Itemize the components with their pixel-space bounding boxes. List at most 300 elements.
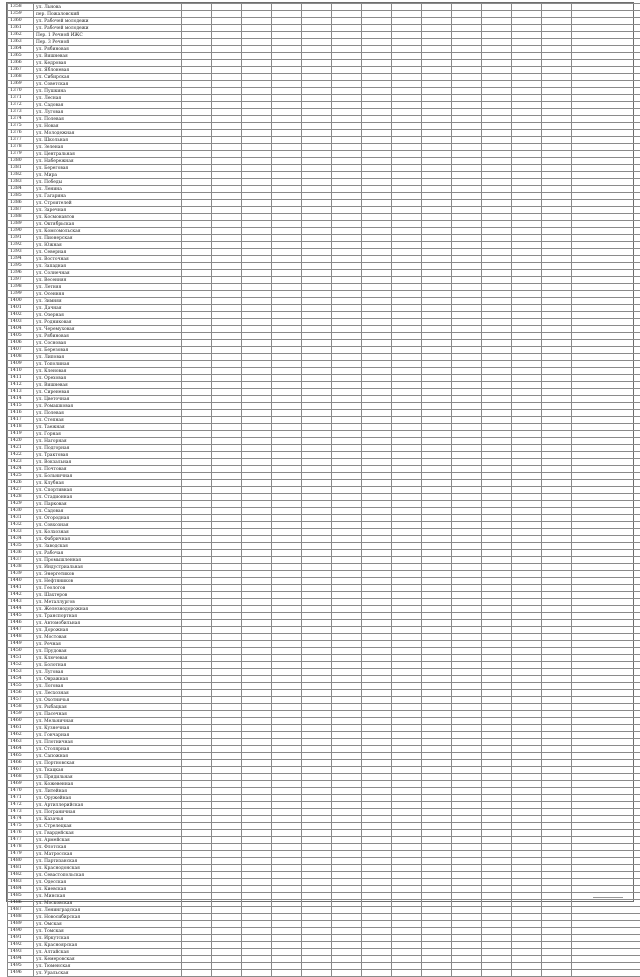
- value-cell: [392, 501, 422, 508]
- value-cell: [332, 382, 362, 389]
- value-cell: [332, 424, 362, 431]
- value-cell: [212, 88, 242, 95]
- value-cell: [422, 319, 452, 326]
- row-index: 1455: [8, 683, 34, 690]
- value-cell: [362, 585, 392, 592]
- value-cell: [182, 634, 212, 641]
- value-cell: [362, 627, 392, 634]
- value-cell: [542, 221, 572, 228]
- value-cell: [182, 242, 212, 249]
- value-cell: [512, 151, 542, 158]
- value-cell: [542, 291, 572, 298]
- value-cell: [452, 347, 482, 354]
- value-cell: [332, 270, 362, 277]
- value-cell: [572, 760, 640, 767]
- value-cell: [272, 823, 302, 830]
- value-cell: [422, 291, 452, 298]
- value-cell: [512, 690, 542, 697]
- row-index: 1461: [8, 725, 34, 732]
- value-cell: [422, 11, 452, 18]
- value-cell: [332, 123, 362, 130]
- value-cell: [422, 795, 452, 802]
- value-cell: [332, 690, 362, 697]
- value-cell: [182, 270, 212, 277]
- value-cell: [392, 11, 422, 18]
- value-cell: [302, 109, 332, 116]
- value-cell: [272, 158, 302, 165]
- value-cell: [362, 851, 392, 858]
- value-cell: [452, 564, 482, 571]
- value-cell: [542, 655, 572, 662]
- value-cell: [452, 81, 482, 88]
- value-cell: [362, 249, 392, 256]
- value-cell: [542, 564, 572, 571]
- value-cell: [332, 739, 362, 746]
- value-cell: [512, 249, 542, 256]
- value-cell: [182, 158, 212, 165]
- row-index: 1495: [8, 963, 34, 970]
- value-cell: [302, 389, 332, 396]
- value-cell: [272, 81, 302, 88]
- value-cell: [572, 599, 640, 606]
- value-cell: [392, 46, 422, 53]
- value-cell: [542, 536, 572, 543]
- value-cell: [572, 410, 640, 417]
- value-cell: [572, 249, 640, 256]
- value-cell: [572, 739, 640, 746]
- value-cell: [542, 466, 572, 473]
- value-cell: [212, 11, 242, 18]
- value-cell: [512, 571, 542, 578]
- table-row: [8, 557, 640, 564]
- table-row: [8, 172, 640, 179]
- value-cell: [422, 501, 452, 508]
- value-cell: [362, 858, 392, 865]
- value-cell: [272, 270, 302, 277]
- value-cell: [332, 431, 362, 438]
- value-cell: [242, 767, 272, 774]
- value-cell: [512, 578, 542, 585]
- table-row: [8, 130, 640, 137]
- value-cell: [182, 263, 212, 270]
- value-cell: [182, 956, 212, 963]
- value-cell: [362, 242, 392, 249]
- value-cell: [212, 529, 242, 536]
- street-name: ул. Цветочная: [34, 396, 182, 403]
- value-cell: [452, 151, 482, 158]
- value-cell: [392, 473, 422, 480]
- street-name: ул. Промышленная: [34, 557, 182, 564]
- value-cell: [482, 571, 512, 578]
- table-row: [8, 228, 640, 235]
- value-cell: [242, 697, 272, 704]
- value-cell: [542, 711, 572, 718]
- value-cell: [182, 529, 212, 536]
- value-cell: [272, 424, 302, 431]
- row-index: 1438: [8, 564, 34, 571]
- table-row: [8, 564, 640, 571]
- table-row: [8, 802, 640, 809]
- value-cell: [302, 949, 332, 956]
- value-cell: [572, 116, 640, 123]
- value-cell: [242, 774, 272, 781]
- value-cell: [272, 641, 302, 648]
- value-cell: [452, 928, 482, 935]
- value-cell: [422, 788, 452, 795]
- row-index: 1394: [8, 256, 34, 263]
- value-cell: [362, 438, 392, 445]
- value-cell: [482, 781, 512, 788]
- value-cell: [542, 256, 572, 263]
- value-cell: [452, 879, 482, 886]
- value-cell: [452, 522, 482, 529]
- value-cell: [302, 662, 332, 669]
- row-index: 1471: [8, 795, 34, 802]
- value-cell: [422, 627, 452, 634]
- value-cell: [452, 655, 482, 662]
- value-cell: [212, 193, 242, 200]
- value-cell: [272, 291, 302, 298]
- table-row: [8, 592, 640, 599]
- table-row: [8, 830, 640, 837]
- value-cell: [362, 914, 392, 921]
- value-cell: [362, 11, 392, 18]
- value-cell: [302, 557, 332, 564]
- value-cell: [302, 823, 332, 830]
- row-index: 1368: [8, 74, 34, 81]
- value-cell: [272, 11, 302, 18]
- value-cell: [572, 704, 640, 711]
- value-cell: [302, 970, 332, 977]
- value-cell: [542, 32, 572, 39]
- value-cell: [572, 550, 640, 557]
- value-cell: [512, 501, 542, 508]
- value-cell: [482, 130, 512, 137]
- value-cell: [302, 242, 332, 249]
- value-cell: [512, 18, 542, 25]
- value-cell: [482, 74, 512, 81]
- value-cell: [332, 375, 362, 382]
- value-cell: [212, 543, 242, 550]
- table-row: [8, 242, 640, 249]
- value-cell: [212, 137, 242, 144]
- street-name: ул. Сосновая: [34, 340, 182, 347]
- value-cell: [452, 858, 482, 865]
- value-cell: [362, 879, 392, 886]
- value-cell: [512, 354, 542, 361]
- value-cell: [302, 844, 332, 851]
- value-cell: [452, 662, 482, 669]
- value-cell: [512, 312, 542, 319]
- value-cell: [302, 326, 332, 333]
- value-cell: [302, 536, 332, 543]
- value-cell: [182, 872, 212, 879]
- value-cell: [422, 914, 452, 921]
- value-cell: [572, 445, 640, 452]
- value-cell: [452, 494, 482, 501]
- value-cell: [302, 158, 332, 165]
- value-cell: [482, 816, 512, 823]
- value-cell: [392, 767, 422, 774]
- table-row: [8, 403, 640, 410]
- value-cell: [272, 550, 302, 557]
- value-cell: [182, 11, 212, 18]
- value-cell: [572, 389, 640, 396]
- value-cell: [212, 270, 242, 277]
- value-cell: [272, 781, 302, 788]
- value-cell: [572, 508, 640, 515]
- street-name: ул. Родниковая: [34, 319, 182, 326]
- value-cell: [272, 858, 302, 865]
- value-cell: [422, 95, 452, 102]
- value-cell: [182, 781, 212, 788]
- value-cell: [512, 340, 542, 347]
- value-cell: [332, 865, 362, 872]
- row-index: 1383: [8, 179, 34, 186]
- value-cell: [392, 683, 422, 690]
- value-cell: [392, 459, 422, 466]
- value-cell: [512, 88, 542, 95]
- row-index: 1477: [8, 837, 34, 844]
- value-cell: [212, 851, 242, 858]
- value-cell: [572, 326, 640, 333]
- value-cell: [422, 697, 452, 704]
- value-cell: [482, 361, 512, 368]
- value-cell: [242, 375, 272, 382]
- value-cell: [332, 60, 362, 67]
- value-cell: [482, 529, 512, 536]
- value-cell: [302, 956, 332, 963]
- value-cell: [362, 865, 392, 872]
- value-cell: [452, 431, 482, 438]
- value-cell: [362, 473, 392, 480]
- value-cell: [572, 46, 640, 53]
- value-cell: [212, 410, 242, 417]
- value-cell: [182, 319, 212, 326]
- value-cell: [212, 949, 242, 956]
- value-cell: [302, 585, 332, 592]
- value-cell: [242, 256, 272, 263]
- value-cell: [302, 893, 332, 900]
- value-cell: [362, 88, 392, 95]
- value-cell: [512, 438, 542, 445]
- value-cell: [392, 25, 422, 32]
- value-cell: [242, 284, 272, 291]
- table-row: [8, 291, 640, 298]
- table-row: [8, 81, 640, 88]
- street-name: ул. Сиреневая: [34, 389, 182, 396]
- value-cell: [482, 466, 512, 473]
- value-cell: [572, 270, 640, 277]
- value-cell: [572, 396, 640, 403]
- value-cell: [392, 865, 422, 872]
- value-cell: [422, 858, 452, 865]
- value-cell: [362, 634, 392, 641]
- street-name: ул. Пионерская: [34, 235, 182, 242]
- value-cell: [212, 81, 242, 88]
- value-cell: [422, 207, 452, 214]
- value-cell: [482, 956, 512, 963]
- value-cell: [512, 529, 542, 536]
- value-cell: [212, 914, 242, 921]
- table-row: [8, 214, 640, 221]
- value-cell: [542, 319, 572, 326]
- value-cell: [452, 88, 482, 95]
- street-name: ул. Подгорная: [34, 445, 182, 452]
- value-cell: [572, 109, 640, 116]
- value-cell: [452, 914, 482, 921]
- value-cell: [302, 263, 332, 270]
- table-row: [8, 11, 640, 18]
- row-index: 1413: [8, 389, 34, 396]
- value-cell: [272, 557, 302, 564]
- value-cell: [212, 228, 242, 235]
- value-cell: [362, 417, 392, 424]
- value-cell: [212, 389, 242, 396]
- row-index: 1384: [8, 186, 34, 193]
- value-cell: [272, 53, 302, 60]
- value-cell: [272, 606, 302, 613]
- value-cell: [482, 305, 512, 312]
- value-cell: [332, 788, 362, 795]
- value-cell: [332, 32, 362, 39]
- value-cell: [182, 655, 212, 662]
- row-index: 1479: [8, 851, 34, 858]
- row-index: 1441: [8, 585, 34, 592]
- value-cell: [572, 333, 640, 340]
- value-cell: [182, 473, 212, 480]
- value-cell: [392, 221, 422, 228]
- street-name: ул. Дачная: [34, 305, 182, 312]
- value-cell: [452, 396, 482, 403]
- value-cell: [422, 942, 452, 949]
- row-index: 1405: [8, 333, 34, 340]
- value-cell: [332, 522, 362, 529]
- value-cell: [392, 690, 422, 697]
- value-cell: [572, 11, 640, 18]
- value-cell: [212, 578, 242, 585]
- value-cell: [542, 914, 572, 921]
- value-cell: [272, 88, 302, 95]
- value-cell: [362, 116, 392, 123]
- value-cell: [242, 501, 272, 508]
- value-cell: [452, 333, 482, 340]
- value-cell: [362, 487, 392, 494]
- value-cell: [422, 235, 452, 242]
- value-cell: [272, 249, 302, 256]
- street-name: ул. Геологов: [34, 585, 182, 592]
- value-cell: [212, 711, 242, 718]
- value-cell: [452, 207, 482, 214]
- value-cell: [452, 291, 482, 298]
- value-cell: [542, 179, 572, 186]
- value-cell: [512, 606, 542, 613]
- value-cell: [362, 95, 392, 102]
- value-cell: [572, 606, 640, 613]
- value-cell: [542, 865, 572, 872]
- value-cell: [542, 949, 572, 956]
- value-cell: [182, 417, 212, 424]
- value-cell: [572, 214, 640, 221]
- value-cell: [182, 88, 212, 95]
- value-cell: [452, 648, 482, 655]
- value-cell: [302, 18, 332, 25]
- value-cell: [392, 844, 422, 851]
- value-cell: [422, 844, 452, 851]
- value-cell: [542, 767, 572, 774]
- value-cell: [182, 39, 212, 46]
- street-name: ул. Липовая: [34, 354, 182, 361]
- value-cell: [422, 515, 452, 522]
- value-cell: [272, 690, 302, 697]
- value-cell: [182, 809, 212, 816]
- value-cell: [452, 578, 482, 585]
- value-cell: [272, 578, 302, 585]
- value-cell: [452, 690, 482, 697]
- value-cell: [272, 312, 302, 319]
- row-index: 1429: [8, 501, 34, 508]
- value-cell: [242, 130, 272, 137]
- value-cell: [212, 74, 242, 81]
- value-cell: [452, 760, 482, 767]
- value-cell: [572, 18, 640, 25]
- value-cell: [272, 571, 302, 578]
- value-cell: [512, 431, 542, 438]
- value-cell: [452, 753, 482, 760]
- value-cell: [272, 515, 302, 522]
- value-cell: [512, 599, 542, 606]
- street-name: ул. Прудовая: [34, 648, 182, 655]
- value-cell: [482, 340, 512, 347]
- value-cell: [422, 487, 452, 494]
- value-cell: [392, 529, 422, 536]
- table-row: [8, 200, 640, 207]
- value-cell: [272, 501, 302, 508]
- value-cell: [212, 375, 242, 382]
- value-cell: [212, 277, 242, 284]
- value-cell: [272, 60, 302, 67]
- value-cell: [272, 396, 302, 403]
- value-cell: [332, 221, 362, 228]
- value-cell: [302, 473, 332, 480]
- value-cell: [302, 914, 332, 921]
- value-cell: [422, 872, 452, 879]
- value-cell: [302, 550, 332, 557]
- value-cell: [512, 326, 542, 333]
- value-cell: [302, 186, 332, 193]
- value-cell: [242, 53, 272, 60]
- value-cell: [572, 949, 640, 956]
- value-cell: [482, 179, 512, 186]
- value-cell: [512, 942, 542, 949]
- value-cell: [242, 18, 272, 25]
- value-cell: [242, 25, 272, 32]
- value-cell: [242, 95, 272, 102]
- value-cell: [272, 893, 302, 900]
- value-cell: [212, 207, 242, 214]
- value-cell: [452, 585, 482, 592]
- value-cell: [482, 634, 512, 641]
- value-cell: [332, 4, 362, 11]
- value-cell: [422, 193, 452, 200]
- value-cell: [242, 326, 272, 333]
- value-cell: [542, 921, 572, 928]
- value-cell: [422, 830, 452, 837]
- value-cell: [422, 242, 452, 249]
- value-cell: [542, 46, 572, 53]
- value-cell: [482, 144, 512, 151]
- value-cell: [452, 403, 482, 410]
